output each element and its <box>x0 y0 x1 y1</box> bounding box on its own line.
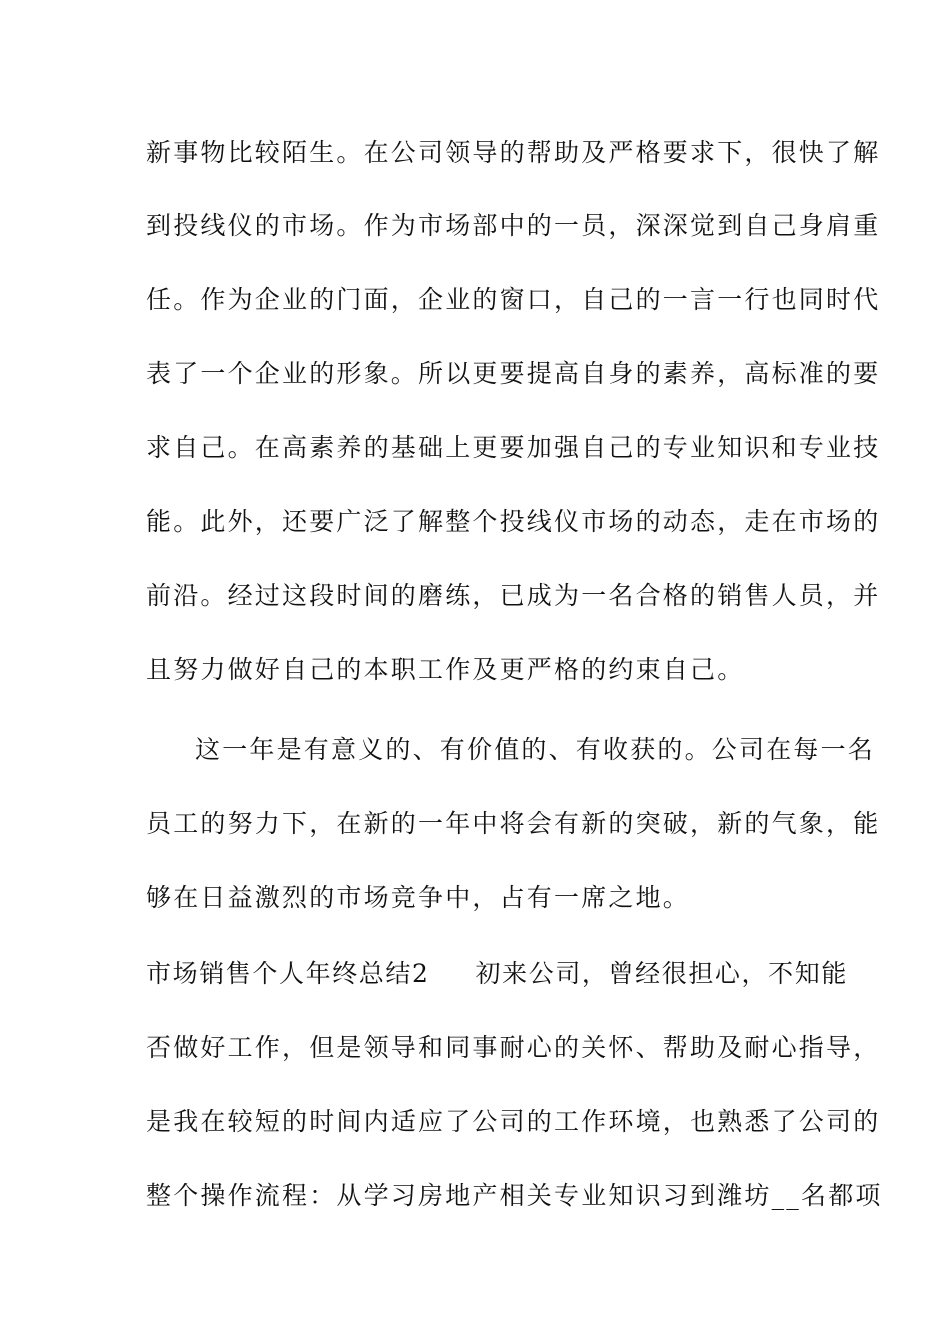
paragraph-line: 且努力做好自己的本职工作及更严格的约束自己。 <box>146 655 745 684</box>
paragraph-line: 到投线仪的市场。作为市场部中的一员，深深觉到自己身肩重 <box>146 211 881 240</box>
paragraph-line: 表了一个企业的形象。所以更要提高自身的素养，高标准的要 <box>146 359 881 388</box>
paragraph-line: 能。此外，还要广泛了解整个投线仪市场的动态，走在市场的 <box>146 507 881 536</box>
paragraph-line: 前沿。经过这段时间的磨练，已成为一名合格的销售人员，并 <box>146 581 881 610</box>
paragraph-line: 这一年是有意义的、有价值的、有收获的。公司在每一名 <box>195 735 876 764</box>
section-title: 市场销售个人年终总结2 <box>146 959 430 988</box>
paragraph-line: 任。作为企业的门面，企业的窗口，自己的一言一行也同时代 <box>146 285 881 314</box>
paragraph-line: 求自己。在高素养的基础上更要加强自己的专业知识和专业技 <box>146 433 881 462</box>
paragraph-line: 员工的努力下，在新的一年中将会有新的突破，新的气象，能 <box>146 809 881 838</box>
paragraph-line: 够在日益激烈的市场竞争中，占有一席之地。 <box>146 883 691 912</box>
paragraph-line: 是我在较短的时间内适应了公司的工作环境，也熟悉了公司的 <box>146 1107 881 1136</box>
paragraph-line-start: 初来公司，曾经很担心，不知能 <box>475 959 848 988</box>
paragraph-line: 新事物比较陌生。在公司领导的帮助及严格要求下，很快了解 <box>146 138 881 167</box>
paragraph-line: 否做好工作，但是领导和同事耐心的关怀、帮助及耐心指导， <box>146 1033 881 1062</box>
section-heading-line <box>146 958 848 990</box>
paragraph-line: 整个操作流程：从学习房地产相关专业知识习到潍坊__名都项 <box>146 1181 883 1210</box>
